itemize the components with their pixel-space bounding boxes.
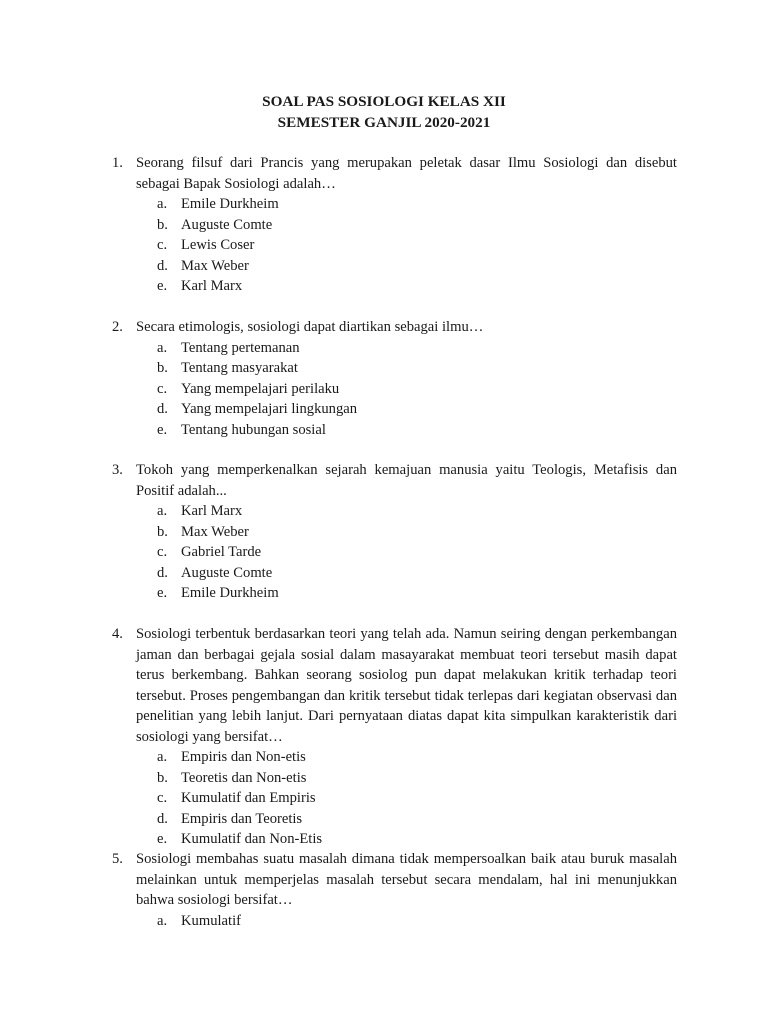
question-number: 3. [112,462,123,478]
option-c [112,235,677,256]
question-text: Tokoh yang memperkenalkan sejarah kemajuan manusia yaitu Teologis, Metafisis dan Positif adalah... [136,462,677,499]
option-letter: e. [157,585,168,601]
question-text: Seorang filsuf dari Prancis yang merupakan peletak dasar Ilmu Sosiologi dan disebut sebagai Bapak Sosiologi adalah… [136,155,677,192]
option-text: Teoretis dan Non-etis [181,769,307,786]
question-1 [112,153,677,297]
option-text: Yang mempelajari perilaku [181,380,340,397]
option-a [112,194,677,215]
option-letter: b. [157,216,168,233]
option-list [112,194,677,297]
option-text: Emile Durkheim [181,196,279,212]
option-text: Gabriel Tarde [181,544,262,560]
option-text: Karl Marx [181,503,243,519]
question-number: 4. [112,626,123,642]
option-d [112,809,677,830]
option-letter: b. [157,769,168,786]
option-list [112,338,677,441]
option-text: Yang mempelajari lingkungan [181,401,358,417]
option-a [112,501,677,522]
option-e [112,420,677,441]
option-letter: c. [157,544,168,560]
option-d [112,399,677,420]
option-text: Max Weber [181,257,249,274]
option-letter: e. [157,831,168,847]
option-text: Kumulatif dan Empiris [181,790,316,806]
option-a [112,747,677,768]
option-b [112,358,677,379]
option-text: Kumulatif dan Non-Etis [181,831,323,847]
option-text: Empiris dan Teoretis [181,810,303,827]
option-letter: e. [157,421,168,438]
option-text: Emile Durkheim [181,585,279,601]
question-4 [112,624,677,850]
option-letter: d. [157,257,168,274]
option-list [112,911,677,932]
question-3 [112,460,677,604]
option-text: Tentang hubungan sosial [181,421,326,438]
option-text: Karl Marx [181,278,243,294]
option-letter: b. [157,360,168,376]
option-a [112,911,677,932]
option-text: Tentang pertemanan [181,339,300,356]
option-letter: e. [157,278,168,294]
question-number: 2. [112,319,123,335]
question-text: Sosiologi membahas suatu masalah dimana tidak mempersoalkan baik atau buruk masalah melainkan untuk memperjelas masalah tersebut secara mendalam, hal ini menunjukkan bahwa sosiologi bersifat… [136,851,677,908]
option-a [112,338,677,359]
document-title: SOAL PAS SOSIOLOGI KELAS XII [262,93,506,110]
option-letter: c. [157,380,168,397]
option-text: Tentang masyarakat [181,360,298,376]
question-text: Sosiologi terbentuk berdasarkan teori yang telah ada. Namun seiring dengan perkembangan jaman dan berbagai gejala sosial dalam masayarakat membuat teori tersebut masih dapat terus berkembang. Bahkan seorang sosiolog pun dapat melakukan kritik terhadap teori tersebut. Proses pengembangan dan kritik tersebut tidak terlepas dari kegiatan observasi dan penelitian yang lebih lanjut. Dari pernyataan diatas dapat kita simpulkan karakteristik dari sosiologi yang bersifat… [136,626,677,745]
option-d [112,256,677,277]
option-e [112,276,677,297]
option-text: Auguste Comte [181,216,273,233]
document-subtitle: SEMESTER GANJIL 2020-2021 [277,114,491,131]
option-c [112,379,677,400]
option-letter: d. [157,401,168,417]
option-text: Empiris dan Non-etis [181,749,306,765]
option-c [112,542,677,563]
option-letter: a. [157,196,168,212]
option-b [112,522,677,543]
option-letter: d. [157,810,168,827]
question-2 [112,317,677,440]
option-letter: d. [157,564,168,581]
option-letter: a. [157,912,168,929]
option-e [112,829,677,850]
option-list [112,501,677,604]
question-number: 1. [112,155,123,171]
option-text: Kumulatif [181,912,241,929]
option-d [112,563,677,584]
option-e [112,583,677,604]
option-letter: c. [157,237,168,253]
option-text: Max Weber [181,523,249,540]
option-letter: a. [157,503,168,519]
option-text: Auguste Comte [181,564,273,581]
option-b [112,215,677,236]
option-letter: b. [157,523,168,540]
option-list [112,747,677,850]
option-text: Lewis Coser [181,237,255,253]
question-number: 5. [112,851,123,867]
option-letter: a. [157,339,168,356]
question-text: Secara etimologis, sosiologi dapat diartikan sebagai ilmu… [136,319,484,335]
option-b [112,768,677,789]
option-letter: c. [157,790,168,806]
option-c [112,788,677,809]
question-5 [112,849,677,931]
option-letter: a. [157,749,168,765]
